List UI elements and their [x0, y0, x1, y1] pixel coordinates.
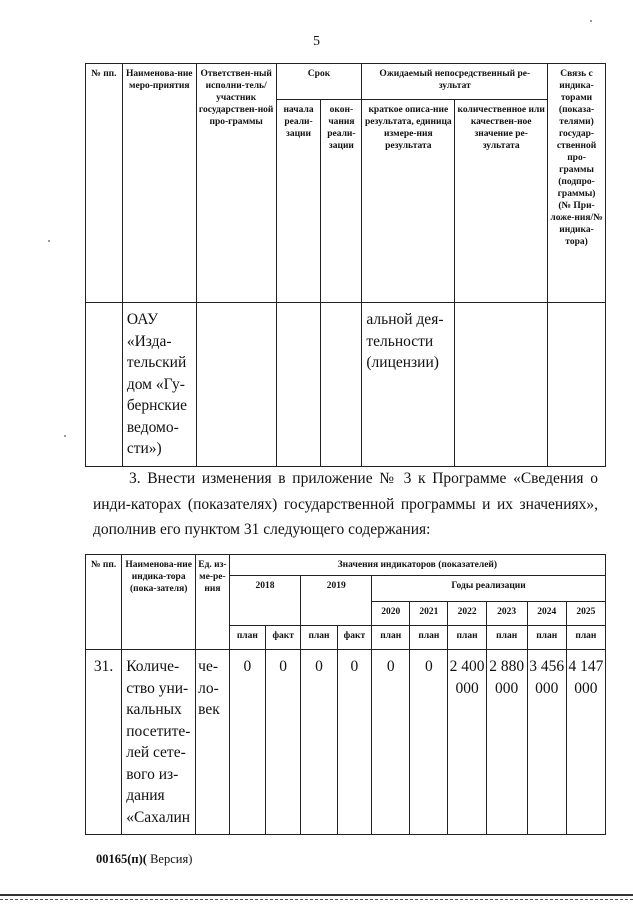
t2-cell-value: 0	[337, 650, 371, 835]
scan-speck	[590, 20, 592, 22]
t2-cell-value: 2 880 000	[486, 650, 527, 835]
t2-cell-value: 0	[265, 650, 300, 835]
t2-cell-value: 0	[229, 650, 265, 835]
t1-cell-responsible	[196, 303, 276, 467]
t2-header-fact: факт	[337, 626, 371, 650]
t2-header-2021: 2021	[410, 602, 448, 626]
t1-cell-term-start	[276, 303, 321, 467]
t1-cell-result-short: альной дея-тельности (лицензии)	[362, 303, 455, 467]
t2-header-2023: 2023	[486, 602, 527, 626]
t2-cell-value: 4 147 000	[566, 650, 605, 835]
t2-header-years-group: Годы реализации	[372, 576, 606, 602]
instruction-paragraph: 3. Внести изменения в приложение № 3 к Программе «Сведения о инди-каторах (показателях) государственной программы и их значениях», дополнив его пунктом 31 следующего содержания:	[93, 470, 598, 538]
t2-cell-value: 3 456 000	[527, 650, 566, 835]
t1-header-link: Связь с индика-торами (показа-телями) государ-ственной про-граммы (подпро-граммы) (№ При-ложе-ния/№ индика-тора)	[548, 64, 606, 303]
scan-speck	[48, 240, 50, 242]
t2-cell-value: 0	[410, 650, 448, 835]
t1-cell-term-end	[321, 303, 362, 467]
t2-cell-value: 2 400 000	[448, 650, 486, 835]
t2-header-plan: план	[486, 626, 527, 650]
t2-header-2018: 2018	[229, 576, 301, 626]
scan-edge-line	[0, 894, 633, 896]
t2-header-plan: план	[410, 626, 448, 650]
t2-cell-unit: че-ло-век	[196, 650, 230, 835]
t2-header-group: Значения индикаторов (показателей)	[229, 555, 605, 576]
t2-header-num: № пп.	[86, 555, 122, 650]
t1-header-term: Срок	[276, 64, 362, 100]
t2-cell-value: 0	[372, 650, 410, 835]
t1-header-num: № пп.	[86, 64, 123, 303]
t1-header-responsible: Ответствен-ный исполни-тель/участник государствен-ной про-граммы	[196, 64, 276, 303]
t1-cell-link	[548, 303, 606, 467]
t1-cell-name: ОАУ «Изда-тельский дом «Гу-бернские ведомо-сти»)	[122, 303, 196, 467]
t2-header-plan: план	[372, 626, 410, 650]
t2-header-plan: план	[229, 626, 265, 650]
t2-cell-num: 31.	[86, 650, 122, 835]
t2-header-2022: 2022	[448, 602, 486, 626]
t2-header-fact: факт	[265, 626, 300, 650]
t2-cell-value: 0	[301, 650, 337, 835]
t1-header-result: Ожидаемый непосредственный ре-зультат	[362, 64, 548, 100]
t1-header-term-end: окон-чания реали-зации	[321, 100, 362, 303]
t1-header-term-start: начала реали-зации	[276, 100, 321, 303]
t2-header-name: Наименова-ние индика-тора (пока-зателя)	[122, 555, 196, 650]
t2-cell-name: Количе-ство уни-кальных посетите-лей сете-вого из-дания «Сахалин	[122, 650, 196, 835]
t2-header-plan: план	[448, 626, 486, 650]
t1-header-name: Наименова-ние меро-приятия	[122, 64, 196, 303]
page-number: 5	[313, 34, 320, 49]
t1-header-result-value: количественное или качествен-ное значение ре-зультата	[455, 100, 548, 303]
t2-header-plan: план	[301, 626, 337, 650]
document-footer-code: 00165(п)( Версия)	[96, 852, 193, 866]
t2-header-plan: план	[527, 626, 566, 650]
t1-header-result-short: краткое описа-ние результата, единица измере-ния результата	[362, 100, 455, 303]
scan-speck	[64, 435, 66, 437]
scan-edge-line	[0, 899, 633, 900]
t1-cell-result-value	[455, 303, 548, 467]
indicators-table	[85, 554, 606, 835]
t1-cell-num	[86, 303, 123, 467]
t2-header-2024: 2024	[527, 602, 566, 626]
activities-table	[85, 63, 606, 467]
t2-header-2020: 2020	[372, 602, 410, 626]
t2-header-2019: 2019	[301, 576, 372, 626]
t2-header-plan: план	[566, 626, 605, 650]
t2-header-unit: Ед. из-ме-ре-ния	[196, 555, 230, 650]
t2-header-2025: 2025	[566, 602, 605, 626]
